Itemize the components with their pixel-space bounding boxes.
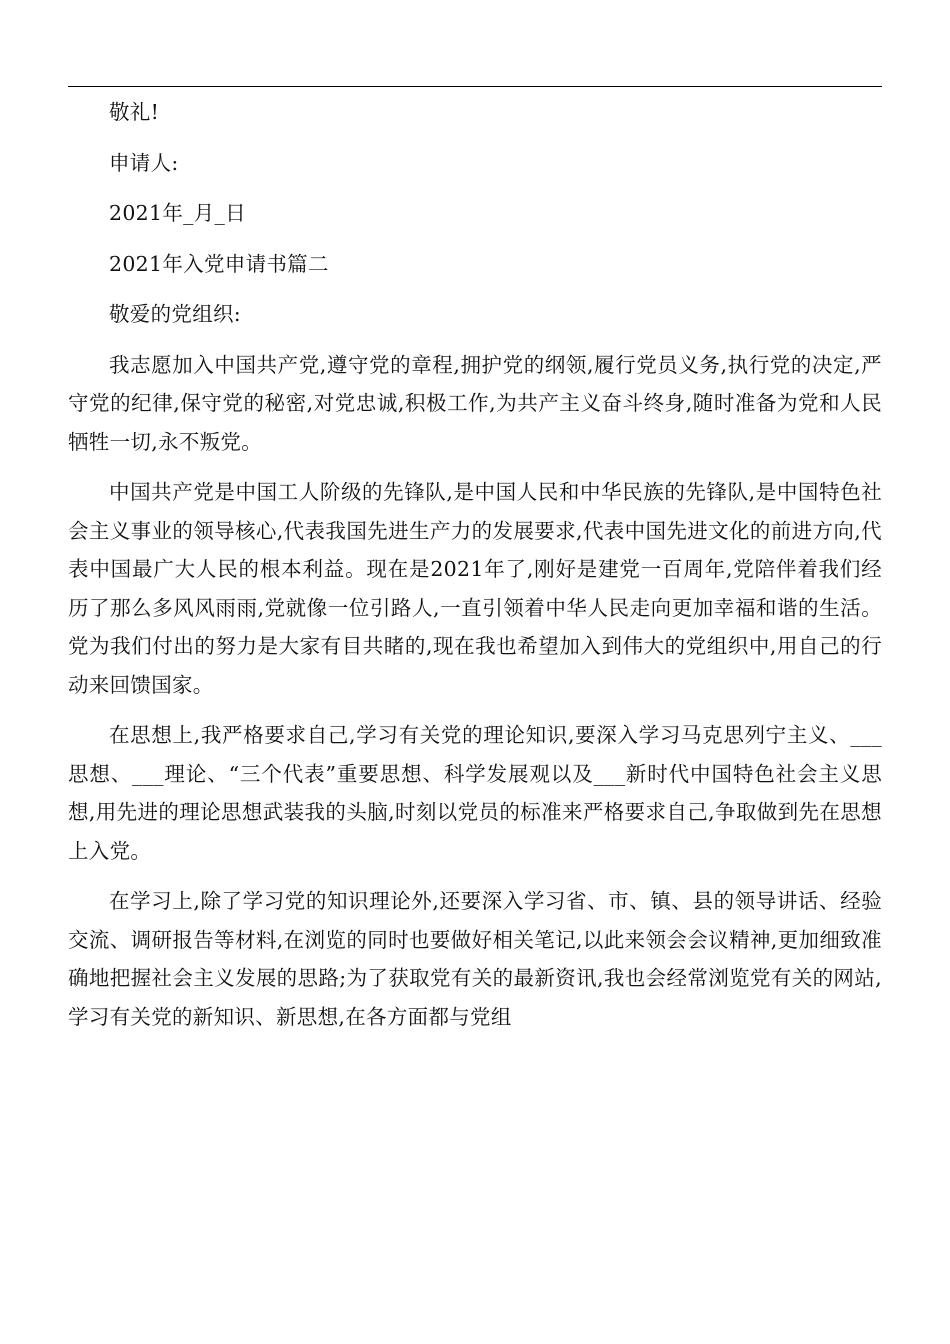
paragraph-2: 中国共产党是中国工人阶级的先锋队,是中国人民和中华民族的先锋队,是中国特色社会主义事业的领导核心,代表我国先进生产力的发展要求,代表中国先进文化的前进方向,代表中国最广大人民的根本利益。现在是2021年了,刚好是建党一百周年,党陪伴着我们经历了那么多风风雨雨,党就像一位引路人,一直引领着中华人民走向更加幸福和谐的生活。党为我们付出的努力是大家有目共睹的,现在我也希望加入到伟大的党组织中,用自己的行动来回馈国家。 bbox=[68, 480, 882, 697]
applicant-line: 申请人: bbox=[109, 150, 179, 175]
date-line: 2021年_月_日 bbox=[109, 201, 246, 225]
closing-line: 敬礼! bbox=[109, 100, 160, 124]
paragraph-4: 在学习上,除了学习党的知识理论外,还要深入学习省、市、镇、县的领导讲话、经验交流、调研报告等材料,在浏览的同时也要做好相关笔记,以此来领会会议精神,更加细致准确地把握社会主义发展的思路;为了获取党有关的最新资讯,我也会经常浏览党有关的网站,学习有关党的新知识、新思想,在各方面都与党组 bbox=[68, 889, 882, 1029]
document-body bbox=[68, 93, 882, 1048]
salutation-line: 敬爱的党组织: bbox=[109, 302, 242, 326]
section-title: 2021年入党申请书篇二 bbox=[109, 251, 329, 276]
header-rule bbox=[68, 86, 882, 87]
paragraph-3: 在思想上,我严格要求自己,学习有关党的理论知识,要深入学习马克思列宁主义、___思想、___理论、“三个代表”重要思想、科学发展观以及___新时代中国特色社会主义思想,用先进的理论思想武装我的头脑,时刻以党员的标准来严格要求自己,争取做到先在思想上入党。 bbox=[68, 723, 882, 863]
paragraph-1: 我志愿加入中国共产党,遵守党的章程,拥护党的纲领,履行党员义务,执行党的决定,严守党的纪律,保守党的秘密,对党忠诚,积极工作,为共产主义奋斗终身,随时准备为党和人民牺牲一切,永不叛党。 bbox=[68, 352, 882, 454]
